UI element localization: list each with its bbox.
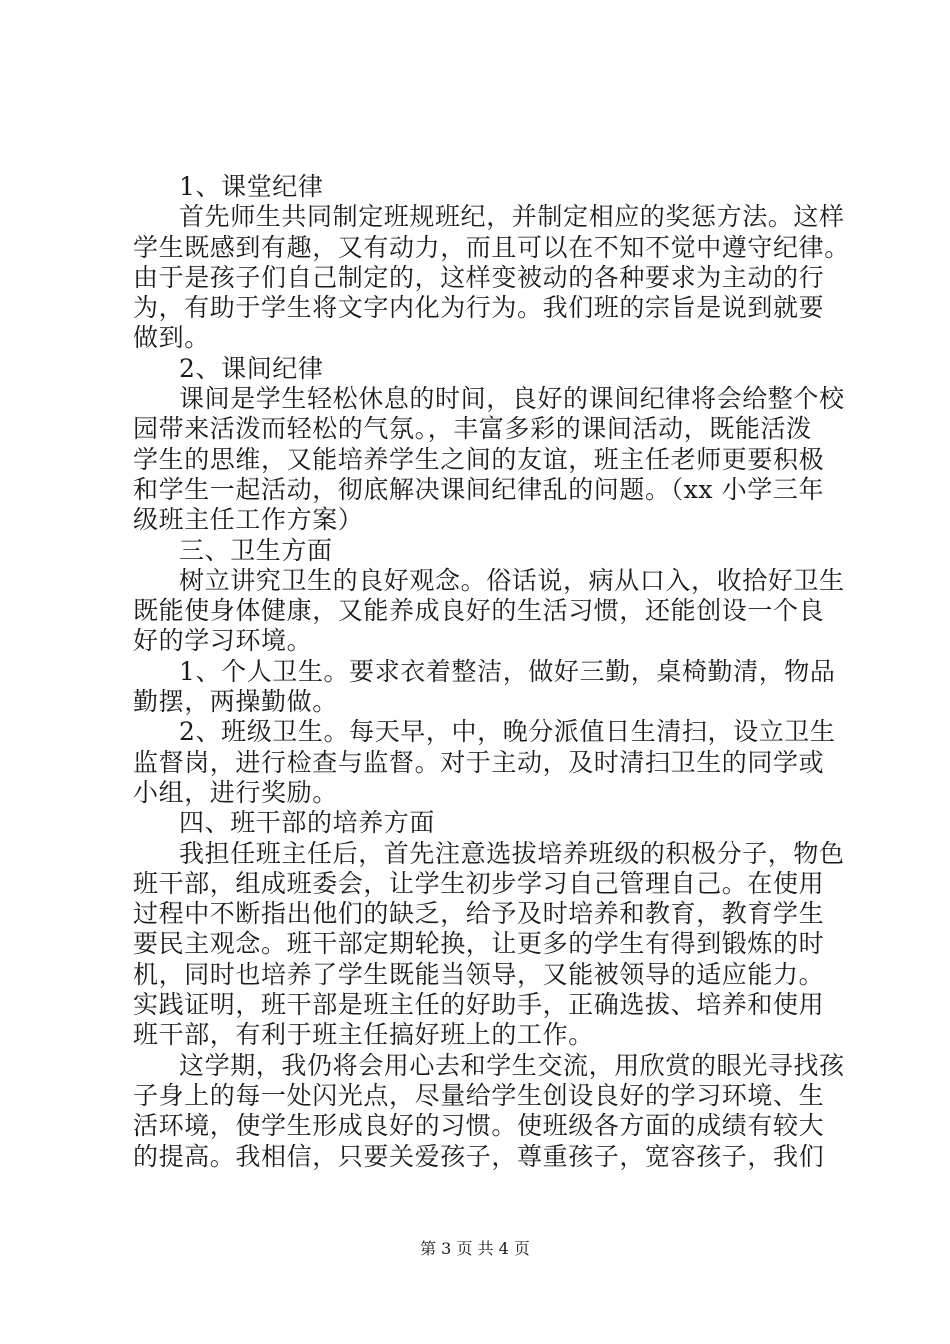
paragraph-line: 首先师生共同制定班规班纪，并制定相应的奖惩方法。这样 xyxy=(179,202,845,232)
paragraph-line: 由于是孩子们自己制定的，这样变被动的各种要求为主动的行 xyxy=(133,262,825,292)
section-heading: 1、课堂纪律 xyxy=(179,172,324,201)
paragraph-line: 班干部，有利于班主任搞好班上的工作。 xyxy=(133,1020,594,1050)
paragraph-line: 学生既感到有趣，又有动力，而且可以在不知不觉中遵守纪律。 xyxy=(133,232,850,262)
paragraph-line: 园带来活泼而轻松的气氛。，丰富多彩的课间活动，既能活泼 xyxy=(133,414,812,444)
paragraph-line: 这学期，我仍将会用心去和学生交流，用欣赏的眼光寻找孩 xyxy=(179,1050,845,1080)
paragraph-line: 既能使身体健康，又能养成良好的生活习惯，还能创设一个良 xyxy=(133,596,825,626)
paragraph-line: 我担任班主任后，首先注意选拔培养班级的积极分子，物色 xyxy=(179,838,845,868)
paragraph-line: 机，同时也培养了学生既能当领导，又能被领导的适应能力。 xyxy=(133,959,825,989)
document-body xyxy=(133,172,850,1172)
paragraph-line: 子身上的每一处闪光点，尽量给学生创设良好的学习环境、生 xyxy=(133,1080,825,1110)
paragraph-line: 班干部，组成班委会，让学生初步学习自己管理自己。在使用 xyxy=(133,868,825,898)
paragraph-line: 的提高。我相信，只要关爱孩子，尊重孩子，宽容孩子，我们 xyxy=(133,1141,825,1171)
paragraph-line: 活环境，使学生形成良好的习惯。使班级各方面的成绩有较大 xyxy=(133,1111,825,1141)
paragraph-line: 1、个人卫生。要求衣着整洁，做好三勤，桌椅勤清，物品 xyxy=(179,656,836,686)
page-number-footer: 第 3 页 共 4 页 xyxy=(420,1239,530,1258)
paragraph-line: 2、班级卫生。每天早，中，晚分派值日生清扫，设立卫生 xyxy=(179,717,836,747)
paragraph-line: 课间是学生轻松休息的时间，良好的课间纪律将会给整个校 xyxy=(179,384,845,414)
paragraph-line: 好的学习环境。 xyxy=(133,626,313,656)
section-heading: 2、课间纪律 xyxy=(179,353,324,383)
section-heading: 四、班干部的培养方面 xyxy=(179,808,436,838)
paragraph-line: 勤摆，两操勤做。 xyxy=(133,687,338,717)
paragraph-line: 监督岗，进行检查与监督。对于主动，及时清扫卫生的同学或 xyxy=(133,747,825,777)
paragraph-line: 过程中不断指出他们的缺乏，给予及时培养和教育，教育学生 xyxy=(133,899,825,929)
paragraph-line: 级班主任工作方案） xyxy=(133,505,364,535)
section-heading: 三、卫生方面 xyxy=(179,535,333,565)
paragraph-line: 实践证明，班干部是班主任的好助手，正确选拔、培养和使用 xyxy=(133,990,825,1020)
paragraph-line: 做到。 xyxy=(133,323,210,353)
paragraph-line: 要民主观念。班干部定期轮换，让更多的学生有得到锻炼的时 xyxy=(133,929,825,959)
paragraph-line: 树立讲究卫生的良好观念。俗话说，病从口入，收拾好卫生 xyxy=(179,565,845,595)
paragraph-line: 为，有助于学生将文字内化为行为。我们班的宗旨是说到就要 xyxy=(133,293,825,323)
paragraph-line: 学生的思维，又能培养学生之间的友谊，班主任老师更要积极 xyxy=(133,444,825,474)
paragraph-line: 和学生一起活动，彻底解决课间纪律乱的问题。（xx 小学三年 xyxy=(133,474,825,504)
paragraph-line: 小组，进行奖励。 xyxy=(133,777,338,807)
